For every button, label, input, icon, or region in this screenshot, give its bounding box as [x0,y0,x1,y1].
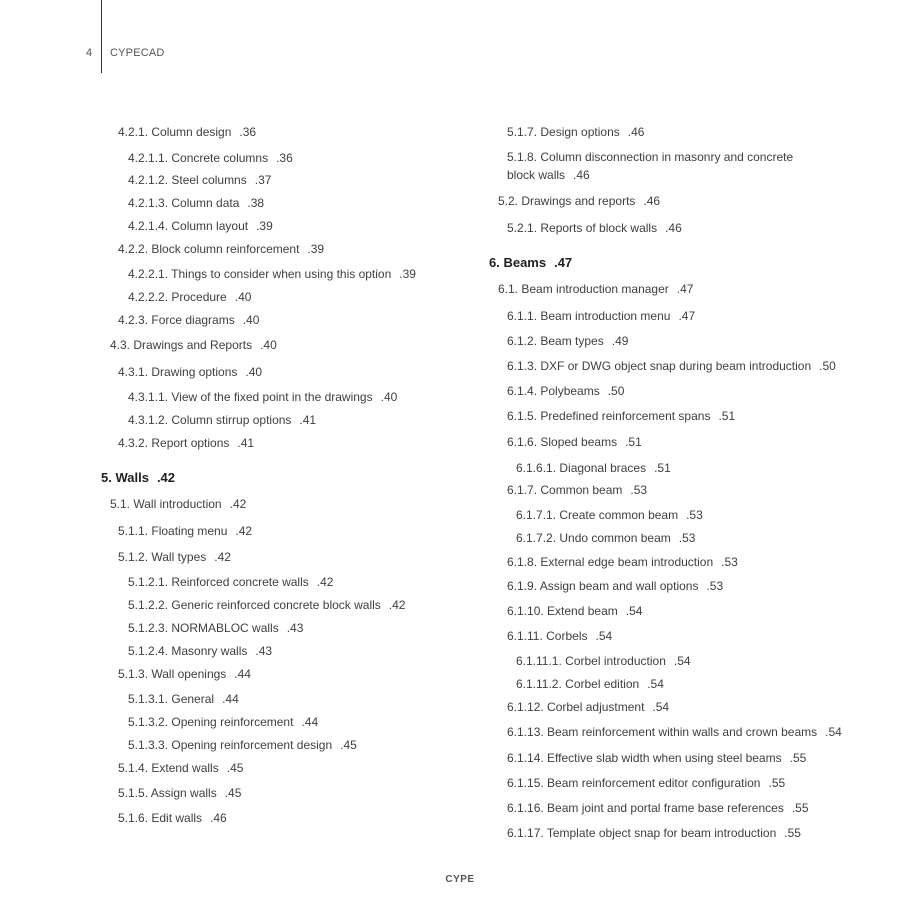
toc-entry-wrapped-line[interactable]: 5.1.8. Column disconnection in masonry and concrete [507,150,794,164]
header-divider [101,0,102,73]
book-title: CYPECAD [110,47,165,59]
page-footer [0,874,920,885]
page-header [0,0,920,80]
page-number: 4 [86,47,93,59]
footer-brand: CYPE [445,874,475,885]
